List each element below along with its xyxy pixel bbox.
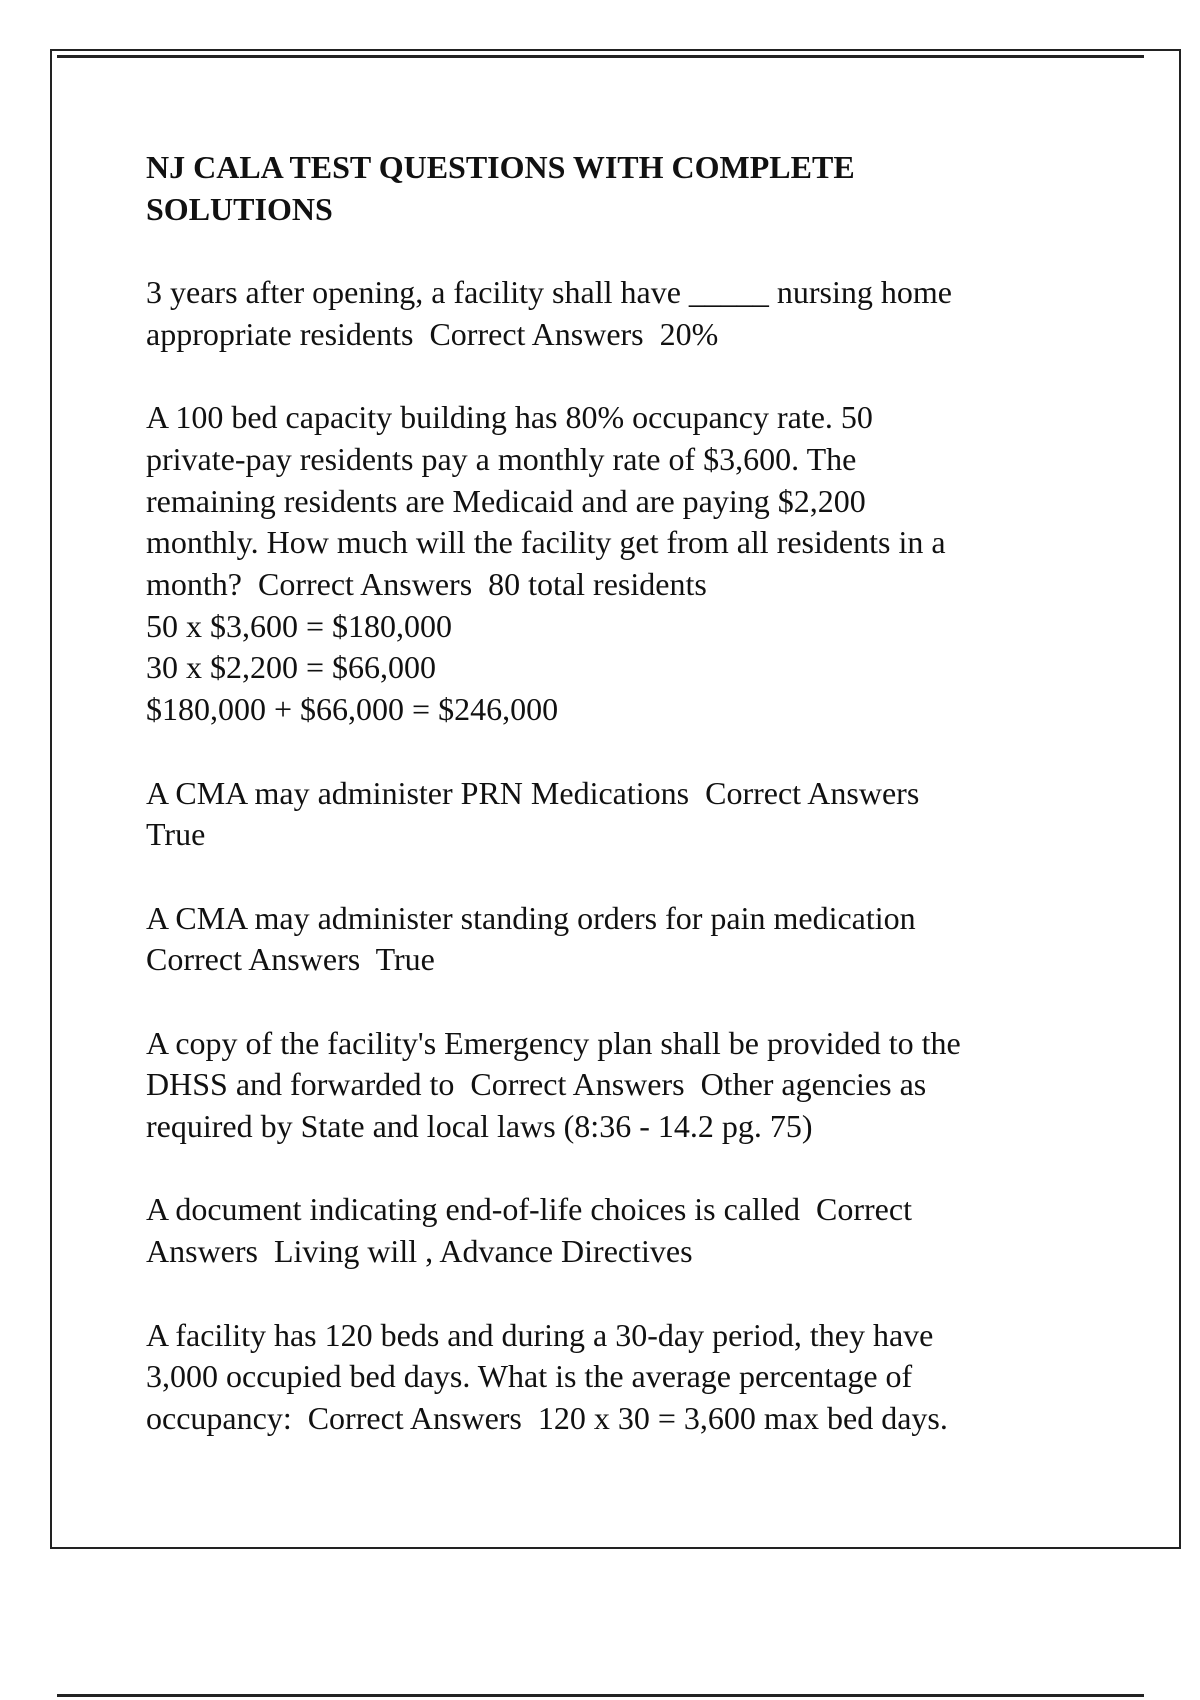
document-body xyxy=(146,147,1106,1481)
question-answer-item xyxy=(146,1315,1106,1440)
text-line: private-pay residents pay a monthly rate of $3,600. The xyxy=(146,440,857,477)
text-line: appropriate residents Correct Answers 20% xyxy=(146,315,719,352)
text-line: monthly. How much will the facility get from all residents in a xyxy=(146,524,946,561)
text-line: 50 x $3,600 = $180,000 xyxy=(146,607,453,644)
text-line: 3,000 occupied bed days. What is the average percentage of xyxy=(146,1358,913,1395)
text-line: True xyxy=(146,816,206,853)
text-line: occupancy: Correct Answers 120 x 30 = 3,600 max bed days. xyxy=(146,1399,948,1436)
text-line: DHSS and forwarded to Correct Answers Other agencies as xyxy=(146,1066,927,1103)
text-line: $180,000 + $66,000 = $246,000 xyxy=(146,691,559,728)
text-line: A copy of the facility's Emergency plan shall be provided to the xyxy=(146,1024,961,1061)
text-line: A CMA may administer standing orders for pain medication xyxy=(146,899,916,936)
question-answer-item xyxy=(146,898,1106,981)
text-line: A 100 bed capacity building has 80% occupancy rate. 50 xyxy=(146,399,873,436)
text-line: 3 years after opening, a facility shall have _____ nursing home xyxy=(146,274,952,311)
text-line: Correct Answers True xyxy=(146,941,435,978)
question-answer-item xyxy=(146,1023,1106,1148)
text-line: Answers Living will , Advance Directives xyxy=(146,1233,693,1270)
title-line: SOLUTIONS xyxy=(146,190,333,227)
text-line: A document indicating end-of-life choices is called Correct xyxy=(146,1191,912,1228)
header-rule xyxy=(57,55,1144,58)
document-title xyxy=(146,147,1106,230)
question-answer-item xyxy=(146,773,1106,856)
text-line: A facility has 120 beds and during a 30-day period, they have xyxy=(146,1316,934,1353)
question-answer-item xyxy=(146,397,1106,731)
text-line: remaining residents are Medicaid and are paying $2,200 xyxy=(146,482,866,519)
text-line: month? Correct Answers 80 total residents xyxy=(146,566,707,602)
text-line: A CMA may administer PRN Medications Correct Answers xyxy=(146,774,920,811)
question-answer-item xyxy=(146,1189,1106,1272)
text-line: 30 x $2,200 = $66,000 xyxy=(146,649,437,686)
footer-rule xyxy=(57,1694,1144,1697)
question-answer-item xyxy=(146,272,1106,355)
text-line: required by State and local laws (8:36 - 14.2 pg. 75) xyxy=(146,1108,813,1145)
title-line: NJ CALA TEST QUESTIONS WITH COMPLETE xyxy=(146,149,855,185)
